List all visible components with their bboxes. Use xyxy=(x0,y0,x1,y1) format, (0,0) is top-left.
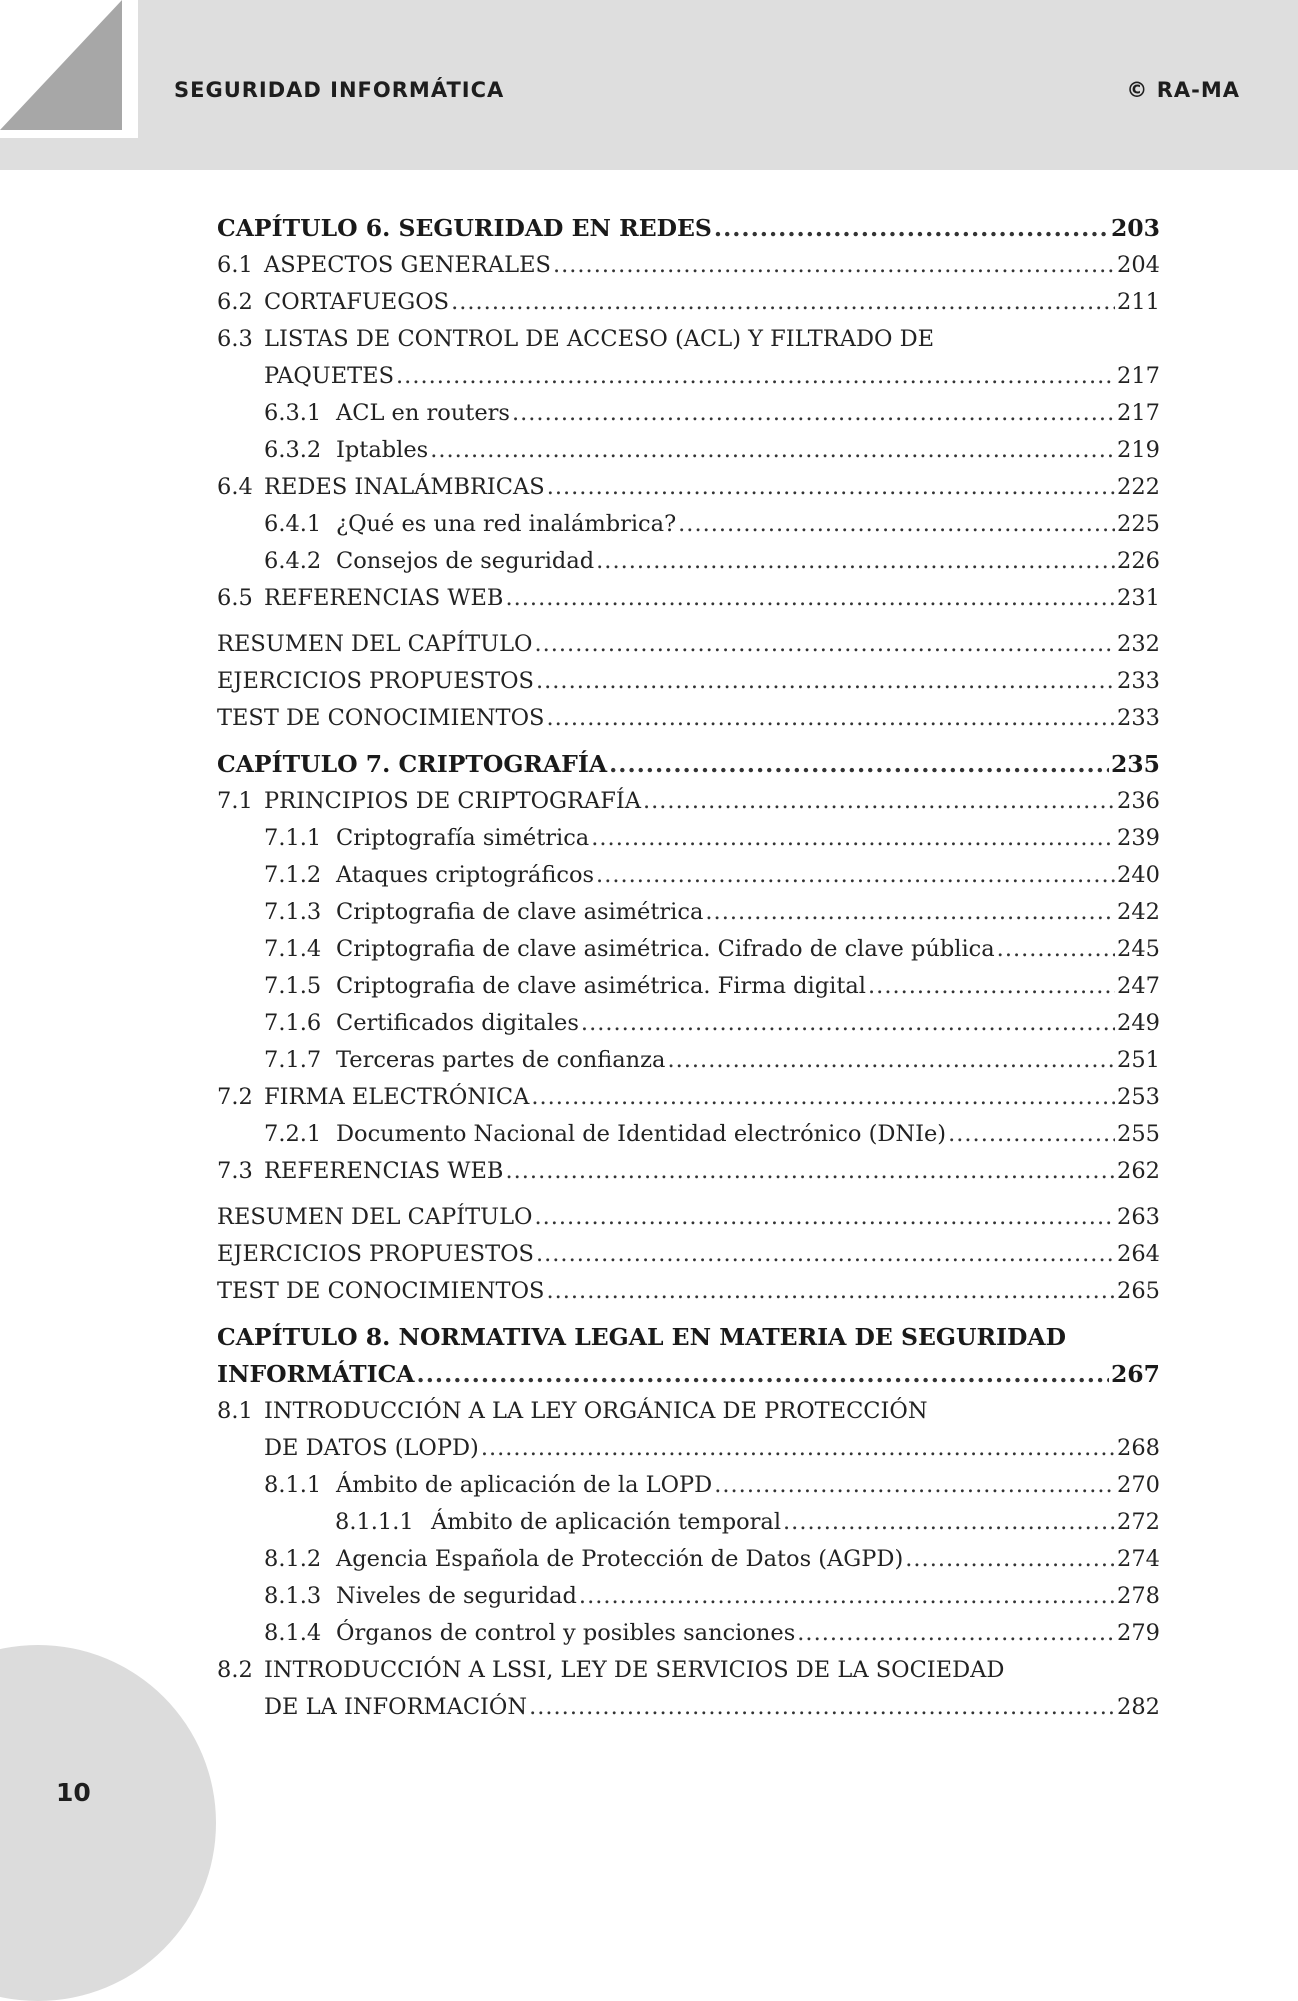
toc-entry-page: 270 xyxy=(1117,1472,1160,1498)
toc-leader-dots xyxy=(581,1005,1115,1042)
toc-entry-title: REFERENCIAS WEB xyxy=(264,1158,504,1184)
toc-leader-dots xyxy=(609,746,1109,783)
toc-leader-dots xyxy=(797,1615,1115,1652)
toc-entry-number: 6.3.2 xyxy=(264,437,322,463)
toc-entry-page: 262 xyxy=(1117,1158,1160,1184)
toc-entry xyxy=(217,1393,1160,1430)
toc-leader-dots xyxy=(481,1430,1115,1467)
toc-entry-page: 211 xyxy=(1117,289,1160,315)
page-number-disc xyxy=(0,1645,216,2001)
toc-entry-page: 236 xyxy=(1117,788,1160,814)
toc-entry-page: 232 xyxy=(1117,631,1160,657)
toc-entry xyxy=(217,358,1160,395)
toc-entry xyxy=(217,1005,1160,1042)
toc-entry-page: 222 xyxy=(1117,474,1160,500)
toc-leader-dots xyxy=(536,663,1115,700)
toc-entry-title: TEST DE CONOCIMIENTOS xyxy=(217,1278,545,1304)
toc-leader-dots xyxy=(536,1236,1115,1273)
toc-leader-dots xyxy=(417,1356,1109,1393)
toc-leader-dots xyxy=(596,857,1115,894)
table-of-contents xyxy=(217,210,1160,1726)
toc-leader-dots xyxy=(396,358,1115,395)
toc-leader-dots xyxy=(546,1273,1115,1310)
toc-entry xyxy=(217,1042,1160,1079)
toc-entry xyxy=(217,1153,1160,1190)
toc-entry-number: 6.3 xyxy=(217,326,253,352)
toc-entry-title: INTRODUCCIÓN A LSSI, LEY DE SERVICIOS DE LA SOCIEDAD xyxy=(264,1657,1005,1683)
toc-entry-title: DE LA INFORMACIÓN xyxy=(264,1694,528,1720)
toc-entry xyxy=(217,284,1160,321)
toc-entry-title: ACL en routers xyxy=(336,400,510,426)
toc-entry-page: 282 xyxy=(1117,1694,1160,1720)
toc-entry-page: 235 xyxy=(1110,750,1160,778)
toc-entry-number: 7.1.3 xyxy=(264,899,322,925)
toc-entry-page: 204 xyxy=(1117,252,1160,278)
toc-entry xyxy=(217,746,1160,783)
toc-entry-title: Ámbito de aplicación temporal xyxy=(431,1509,782,1535)
toc-entry xyxy=(217,247,1160,284)
page-corner-icon xyxy=(0,0,138,138)
toc-entry-title: Criptografía simétrica xyxy=(336,825,590,851)
toc-entry-page: 217 xyxy=(1117,400,1160,426)
toc-leader-dots xyxy=(667,1042,1115,1079)
toc-entry-title: REFERENCIAS WEB xyxy=(264,585,504,611)
toc-entry-title: CAPÍTULO 8. NORMATIVA LEGAL EN MATERIA DE SEGURIDAD xyxy=(217,1323,1066,1351)
toc-leader-dots xyxy=(591,820,1115,857)
toc-entry-page: 272 xyxy=(1117,1509,1160,1535)
toc-entry-number: 7.1.7 xyxy=(264,1047,322,1073)
toc-entry-page: 267 xyxy=(1110,1360,1160,1388)
toc-leader-dots xyxy=(678,506,1115,543)
toc-entry xyxy=(217,469,1160,506)
toc-entry-title: CAPÍTULO 7. CRIPTOGRAFÍA xyxy=(217,750,608,778)
toc-entry-title: PAQUETES xyxy=(264,363,395,389)
toc-entry xyxy=(217,1273,1160,1310)
toc-entry xyxy=(217,626,1160,663)
toc-entry-number: 7.1.1 xyxy=(264,825,322,851)
toc-entry-page: 251 xyxy=(1117,1047,1160,1073)
toc-entry-page: 268 xyxy=(1117,1435,1160,1461)
toc-entry-number: 7.2 xyxy=(217,1084,253,1110)
toc-entry-number: 7.3 xyxy=(217,1158,253,1184)
toc-entry-title: Iptables xyxy=(336,437,429,463)
toc-entry-title: DE DATOS (LOPD) xyxy=(264,1435,479,1461)
running-head-publisher: © RA-MA xyxy=(1126,78,1240,102)
toc-entry xyxy=(217,1116,1160,1153)
toc-entry-title: EJERCICIOS PROPUESTOS xyxy=(217,668,534,694)
toc-entry-number: 7.1.5 xyxy=(264,973,322,999)
toc-entry-page: 255 xyxy=(1117,1121,1160,1147)
toc-leader-dots xyxy=(529,1689,1115,1726)
toc-entry-number: 8.1.1.1 xyxy=(335,1509,414,1535)
toc-entry-page: 278 xyxy=(1117,1583,1160,1609)
toc-entry-title: Consejos de seguridad xyxy=(336,548,595,574)
toc-entry-number: 7.1.2 xyxy=(264,862,322,888)
toc-entry-number: 6.4 xyxy=(217,474,253,500)
toc-entry-page: 274 xyxy=(1117,1546,1160,1572)
toc-entry-title: REDES INALÁMBRICAS xyxy=(264,474,545,500)
toc-entry-number: 6.5 xyxy=(217,585,253,611)
toc-entry xyxy=(217,1689,1160,1726)
toc-entry-number: 6.1 xyxy=(217,252,253,278)
toc-entry xyxy=(217,1199,1160,1236)
toc-entry xyxy=(217,894,1160,931)
toc-entry-title: RESUMEN DEL CAPÍTULO xyxy=(217,1204,533,1230)
toc-leader-dots xyxy=(547,469,1115,506)
toc-entry xyxy=(217,580,1160,617)
toc-entry-title: LISTAS DE CONTROL DE ACCESO (ACL) Y FILTRADO DE xyxy=(264,326,935,352)
toc-entry-number: 6.4.1 xyxy=(264,511,322,537)
page-number: 10 xyxy=(56,1778,91,1807)
toc-leader-dots xyxy=(643,783,1115,820)
toc-entry-number: 8.2 xyxy=(217,1657,253,1683)
toc-leader-dots xyxy=(505,1153,1115,1190)
toc-entry-title: Documento Nacional de Identidad electrónico (DNIe) xyxy=(336,1121,947,1147)
toc-leader-dots xyxy=(531,1079,1115,1116)
toc-leader-dots xyxy=(905,1541,1115,1578)
toc-entry-page: 245 xyxy=(1117,936,1160,962)
toc-leader-dots xyxy=(430,432,1115,469)
toc-entry-title: Criptografia de clave asimétrica. Cifrado de clave pública xyxy=(336,936,995,962)
toc-entry-title: Terceras partes de confianza xyxy=(336,1047,666,1073)
toc-entry-title: Niveles de seguridad xyxy=(336,1583,577,1609)
toc-entry xyxy=(217,700,1160,737)
toc-entry xyxy=(217,783,1160,820)
toc-entry-page: 242 xyxy=(1117,899,1160,925)
toc-leader-dots xyxy=(783,1504,1115,1541)
toc-entry xyxy=(217,432,1160,469)
toc-entry-page: 247 xyxy=(1117,973,1160,999)
toc-entry-page: 225 xyxy=(1117,511,1160,537)
toc-entry-number: 8.1 xyxy=(217,1398,253,1424)
toc-entry-number: 7.1.4 xyxy=(264,936,322,962)
toc-entry-page: 279 xyxy=(1117,1620,1160,1646)
toc-entry-title: INTRODUCCIÓN A LA LEY ORGÁNICA DE PROTECCIÓN xyxy=(264,1398,928,1424)
toc-leader-dots xyxy=(948,1116,1115,1153)
toc-entry xyxy=(217,321,1160,358)
toc-entry-page: 231 xyxy=(1117,585,1160,611)
toc-entry xyxy=(217,1079,1160,1116)
toc-entry-number: 6.2 xyxy=(217,289,253,315)
toc-entry-title: PRINCIPIOS DE CRIPTOGRAFÍA xyxy=(264,788,641,814)
toc-entry-title: ¿Qué es una red inalámbrica? xyxy=(336,511,677,537)
toc-entry-title: Órganos de control y posibles sanciones xyxy=(336,1620,796,1646)
toc-entry xyxy=(217,1615,1160,1652)
toc-entry-title: CAPÍTULO 6. SEGURIDAD EN REDES xyxy=(217,214,712,242)
toc-entry-title: FIRMA ELECTRÓNICA xyxy=(264,1084,530,1110)
toc-entry xyxy=(217,1652,1160,1689)
toc-entry xyxy=(217,820,1160,857)
toc-entry-number: 8.1.1 xyxy=(264,1472,322,1498)
toc-entry-page: 265 xyxy=(1117,1278,1160,1304)
toc-entry xyxy=(217,663,1160,700)
toc-entry-page: 249 xyxy=(1117,1010,1160,1036)
toc-entry xyxy=(217,395,1160,432)
toc-leader-dots xyxy=(512,395,1115,432)
toc-entry-number: 6.3.1 xyxy=(264,400,322,426)
toc-entry-number: 8.1.3 xyxy=(264,1583,322,1609)
toc-entry xyxy=(217,1356,1160,1393)
toc-entry xyxy=(217,1236,1160,1273)
toc-entry-title: Criptografia de clave asimétrica. Firma digital xyxy=(336,973,867,999)
toc-entry-title: INFORMÁTICA xyxy=(217,1360,415,1388)
toc-entry-title: ASPECTOS GENERALES xyxy=(264,252,551,278)
toc-entry-number: 7.1 xyxy=(217,788,253,814)
toc-entry-page: 253 xyxy=(1117,1084,1160,1110)
toc-entry-title: Ámbito de aplicación de la LOPD xyxy=(336,1472,713,1498)
toc-leader-dots xyxy=(714,1467,1115,1504)
toc-entry xyxy=(217,1541,1160,1578)
toc-entry-page: 226 xyxy=(1117,548,1160,574)
toc-entry-number: 6.4.2 xyxy=(264,548,322,574)
toc-leader-dots xyxy=(596,543,1115,580)
toc-entry xyxy=(217,1430,1160,1467)
toc-entry xyxy=(217,931,1160,968)
toc-entry-number: 8.1.2 xyxy=(264,1546,322,1572)
toc-entry-page: 263 xyxy=(1117,1204,1160,1230)
toc-leader-dots xyxy=(505,580,1115,617)
toc-entry-page: 217 xyxy=(1117,363,1160,389)
toc-entry-page: 233 xyxy=(1117,705,1160,731)
toc-entry-title: Agencia Española de Protección de Datos (AGPD) xyxy=(336,1546,904,1572)
toc-entry-title: EJERCICIOS PROPUESTOS xyxy=(217,1241,534,1267)
toc-entry-page: 203 xyxy=(1110,214,1160,242)
toc-entry xyxy=(217,968,1160,1005)
running-head-title: SEGURIDAD INFORMÁTICA xyxy=(174,78,505,102)
toc-entry xyxy=(217,1319,1160,1356)
toc-entry xyxy=(217,1504,1160,1541)
toc-entry xyxy=(217,857,1160,894)
toc-entry-number: 7.1.6 xyxy=(264,1010,322,1036)
toc-entry-page: 233 xyxy=(1117,668,1160,694)
toc-leader-dots xyxy=(534,626,1115,663)
toc-leader-dots xyxy=(579,1578,1115,1615)
toc-entry xyxy=(217,1578,1160,1615)
toc-entry-number: 8.1.4 xyxy=(264,1620,322,1646)
toc-leader-dots xyxy=(868,968,1115,1005)
toc-entry-page: 240 xyxy=(1117,862,1160,888)
toc-leader-dots xyxy=(451,284,1115,321)
toc-entry-number: 7.2.1 xyxy=(264,1121,322,1147)
toc-leader-dots xyxy=(553,247,1115,284)
toc-entry xyxy=(217,543,1160,580)
toc-entry-title: RESUMEN DEL CAPÍTULO xyxy=(217,631,533,657)
toc-entry-title: Ataques criptográficos xyxy=(336,862,595,888)
toc-entry-title: Criptografia de clave asimétrica xyxy=(336,899,704,925)
toc-leader-dots xyxy=(714,210,1109,247)
toc-leader-dots xyxy=(997,931,1115,968)
toc-entry xyxy=(217,210,1160,247)
toc-entry-page: 239 xyxy=(1117,825,1160,851)
toc-leader-dots xyxy=(534,1199,1115,1236)
toc-entry-title: TEST DE CONOCIMIENTOS xyxy=(217,705,545,731)
toc-entry xyxy=(217,506,1160,543)
toc-entry-page: 264 xyxy=(1117,1241,1160,1267)
toc-entry-title: CORTAFUEGOS xyxy=(264,289,450,315)
toc-entry-page: 219 xyxy=(1117,437,1160,463)
toc-leader-dots xyxy=(546,700,1115,737)
toc-leader-dots xyxy=(705,894,1115,931)
toc-entry-title: Certificados digitales xyxy=(336,1010,579,1036)
toc-entry xyxy=(217,1467,1160,1504)
